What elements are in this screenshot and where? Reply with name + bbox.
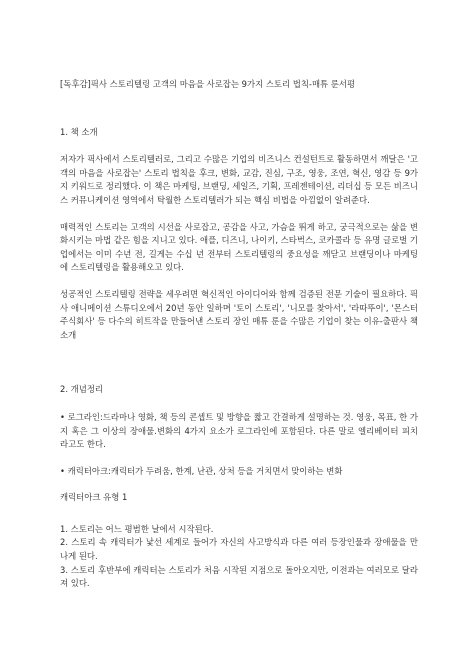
section-heading-concepts: 2. 개념정리 [60,384,104,395]
paragraph: 성공적인 스토리텔링 전략을 세우려면 혁신적인 아이디어와 함께 검증된 전문 기술이 필요하다. 픽사 애니메이션 스튜디오에서 20년 동안 일하며 '토이 스토리', '니모를 찾아서', '라따뚜이', '몬스터주식회사' 등 다수의 히트작을 만들어낸 스토리 장인 매튜 룬을 수많은 기업이 찾는 이유-출판사 책 소개 [60,288,418,340]
list-item: 1. 스토리는 어느 평범한 날에서 시작된다. [60,523,214,534]
paragraph: 저자가 픽사에서 스토리텔러로, 그리고 수많은 기업의 비즈니스 컨설턴트로 활동하면서 깨달은 '고객의 마음을 사로잡는' 스토리 법칙을 후크, 변화, 교감, 진심, 구조, 영웅, 조연, 혁신, 영감 등 9가지 키워드로 정리했다. 이 책은 마케팅, 브랜딩, 세일즈, 기획, 프레젠테이션, 리더십 등 모든 비즈니스 커뮤니케이션 영역에서 탁월한 스토리텔러가 되는 핵심 비법을 아낌없이 알려준다. [60,154,419,205]
section-spacer [60,355,418,383]
subheading-character-arc-type: 캐릭터아크 유형 1 [60,492,128,503]
paragraph: 매력적인 스토리는 고객의 시선을 사로잡고, 공감을 사고, 가슴을 뛰게 하고, 궁극적으로는 삶을 변화시키는 마법 같은 힘을 지니고 있다. 애플, 디즈니, 나이키, 스타벅스, 코카콜라 등 유명 글로벌 기업에서는 이미 수년 전, 길게는 수십 년 전부터 스토리텔링의 중요성을 깨닫고 브랜딩이나 마케팅에 스토리텔링을 활용해오고 있다. [60,221,419,273]
section-heading-book-intro: 1. 책 소개 [60,126,98,137]
list-item: 2. 스토리 속 캐릭터가 낯선 세계로 들어가 자신의 사고방식과 다른 여러 등장인물과 장애물을 만나게 된다. [60,537,418,562]
bullet-item: • 캐릭터아크:캐릭터가 두려움, 한계, 난관, 상처 등을 거치면서 맞이하는 변화 [60,465,343,476]
bullet-item: • 로그라인:드라마나 영화, 책 등의 콘셉트 및 방향을 짧고 간결하게 설명하는 것. 영웅, 목표, 한 가지 혹은 그 이상의 장애물.변화의 4가지 요소가 로그라인에 포함된다. 다른 말로 엘리베이터 피치라고도 한다. [60,411,418,450]
list-item: 3. 스토리 후반부에 캐릭터는 스토리가 처음 시작된 지점으로 돌아오지만, 이전과는 여러모로 달라져 있다. [60,564,418,589]
document-title: [독후감]픽사 스토리텔링 고객의 마음을 사로잡는 9가지 스토리 법칙-매튜 룬서평 [60,79,356,89]
numbered-list [60,523,418,591]
